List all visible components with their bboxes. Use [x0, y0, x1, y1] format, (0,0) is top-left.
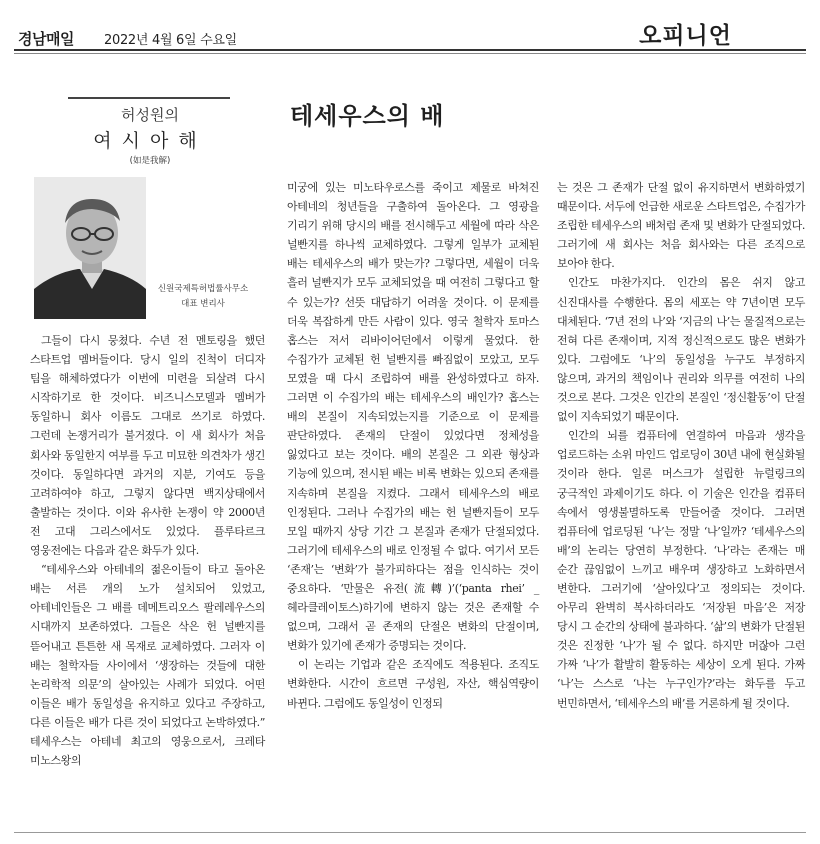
header-rule: [14, 49, 806, 51]
article-headline: 테세우스의 배: [290, 102, 445, 130]
column-author-line: 허성원의: [121, 106, 179, 124]
page-bottom-rule: [14, 832, 806, 833]
issue-date: 2022년 4월 6일 수요일: [104, 33, 237, 48]
paragraph: 인간의 뇌를 컴퓨터에 연결하여 마음과 생각을 업로드하는 소위 마인드 업로딩이 30년 내에 현실화될 것이라 한다. 일론 머스크가 설립한 뉴럴링크의 궁극적인 과제이기도 하다. 이 기술은 인간을 컴퓨터 속에서 영생불멸하도록 만들어줄 것이다. 그러면 컴퓨터에 업로딩된 ‘나’는 정말 ‘나’일까? ‘테세우스의 배’의 논리는 당연히 부정한다. ‘나’라는 존재는 매 순간 끊임없이 느끼고 배우며 생장하고 노화하면서 변한다. 그러기에 ‘살아있다’고 정의되는 것이다. 아무리 완벽히 복사하더라도 ‘저장된 마음’은 저장 당시 그 순간의 상태에 불과하다. ‘삶’의 변화가 단절된 것은 진정한 ‘나’가 될 수 없다. 하지만 머잖아 그런 가짜 ‘나’가 활발히 활동하는 세상이 오게 된다. 가짜 ‘나’는 스스로 ‘나는 누구인가?’라는 화두를 두고 번민하면서, ‘테세우스의 배’를 거론하게 될 것이다.: [557, 429, 805, 710]
author-affiliation: 신원국제특허법률사무소: [157, 284, 249, 294]
paragraph: “테세우스와 아테네의 젊은이들이 타고 돌아온 배는 서른 개의 노가 설치되어 있었고, 아테네인들은 그 배를 데메트리오스 팔레레우스의 시대까지 보존하였다. 그들은 삭은 헌 널빤지를 뜯어내고 튼튼한 새 목재로 교체하였다. 그러자 이 배는 철학자들 사이에서 ‘생장하는 것들에 대한 논리학적 의문’의 살아있는 사례가 되었다. 어떤 이들은 배가 동일성을 유지하고 있다고 주장하고, 다른 이들은 배가 다른 것이 되었다고 논박하였다.” 테세우스는 아테네 최고의 영웅으로서, 크레타 미노스왕의: [30, 563, 265, 768]
column-series-title: 여시아해: [93, 130, 207, 152]
column-title-rule: [68, 97, 230, 99]
article-column-3: [557, 178, 805, 713]
paragraph: 인간도 마찬가지다. 인간의 몸은 쉬지 않고 신진대사를 수행한다. 몸의 세포는 약 7년이면 모두 대체된다. ‘7년 전의 나’와 ‘지금의 나’는 물질적으로는 전혀 다른 존재이며, 지적 정신적으로도 많은 변화가 있다. 그럼에도 ‘나’의 동일성을 누구도 부정하지 않으며, 과거의 책임이나 권리와 의무를 여전히 나의 것으로 본다. 그것은 인간의 본질인 ‘정신활동’이 단절 없이 지속되었기 때문이다.: [557, 276, 805, 424]
paragraph: 그들이 다시 뭉쳤다. 수년 전 멘토링을 했던 스타트업 멤버들이다. 당시 일의 진척이 더디자 팀을 해체하였다가 이번에 미련을 되살려 다시 시작하기로 한 것이다. 비즈니스모델과 멤버가 동일하니 회사 이름도 그대로 쓰기로 하였다. 그런데 논쟁거리가 불거졌다. 이 새 회사가 처음 회사와 동일한지 여부를 두고 미묘한 의견차가 생긴 것이다. 동일하다면 과거의 지분, 기여도 등을 고려하여야 하고, 그렇지 않다면 백지상태에서 출발하는 것이다. 이와 유사한 논쟁이 약 2000년 전 고대 그리스에서도 있었다. 플루타르크 영웅전에는 다음과 같은 화두가 있다.: [30, 334, 265, 558]
page-header: [0, 0, 820, 50]
article-column-2: [287, 178, 539, 713]
author-portrait-icon: [34, 177, 146, 319]
paragraph: 는 것은 그 존재가 단절 없이 유지하면서 변화하였기 때문이다. 서두에 언급한 새로운 스타트업은, 수집가가 조립한 테세우스의 배처럼 존재 및 변화가 단절되었다. 그러기에 새 회사는 처음 회사와는 다른 조직으로 보아야 한다.: [557, 181, 805, 271]
column-series-subtitle: (如是我解): [129, 156, 171, 166]
author-photo: [34, 177, 146, 319]
section-title: 오피니언: [639, 23, 732, 49]
paragraph: 미궁에 있는 미노타우로스를 죽이고 제물로 바쳐진 아테네의 청년들을 구출하여 돌아온다. 그 영광을 기리기 위해 당시의 배를 전시해두고 세월에 따라 삭은 널빤지를 하나씩 교체하였다. 그렇게 일부가 교체된 배는 테세우스의 배가 맞는가? 그렇다면, 세월이 더욱 흘러 널빤지가 모두 교체되었을 때 여전히 그렇다고 할 수 있는가? 선뜻 대답하기 어려울 것이다. 이 문제를 더욱 복잡하게 만든 사람이 있다. 영국 철학자 토마스 홉스는 저서 리바이어던에서 이렇게 물었다. 한 수집가가 교체된 헌 널빤지를 빠짐없이 모았고, 모두 모였을 때 다시 조립하여 배를 완성하였다고 하자. 그러면 이 수집가의 배는 테세우스의 배인가? 홉스는 배의 본질이 지속되었는지를 기준으로 이 문제를 판단하였다. 존재의 단절이 있었다면 정체성을 잃었다고 보는 것이다. 배의 본질은 그 외관 형상과 기능에 있으며, 전시된 배는 비록 변화는 있으되 존재를 지속하며 본질을 지켰다. 그래서 테세우스의 배로 인정된다. 그러나 수집가의 배는 헌 널빤지들이 모두 모일 때까지 상당 기간 그 본질과 존재가 단절되었다. 그러기에 테세우스의 배로 인정될 수 없다. 여기서 모든 ‘존재’는 ‘변화’가 불가피하다는 점을 인식하는 것이 중요하다. ‘만물은 유전(流轉)’(‘panta rhei’ _ 헤라클레이토스)하기에 변하지 않는 것은 존재할 수 없으며, 그래서 곧 존재의 단절은 변화의 단절이며, 변화가 있기에 존재가 증명되는 것이다.: [287, 181, 539, 653]
paragraph: 이 논리는 기업과 같은 조직에도 적용된다. 조직도 변화한다. 시간이 흐르면 구성원, 자산, 핵심역량이 바뀐다. 그럼에도 동일성이 인정되: [287, 658, 539, 710]
header-rule-thin: [14, 53, 806, 54]
author-title: 대표 변리사: [181, 299, 225, 309]
article-column-1: [30, 331, 265, 770]
publication-name: 경남매일: [18, 30, 74, 48]
